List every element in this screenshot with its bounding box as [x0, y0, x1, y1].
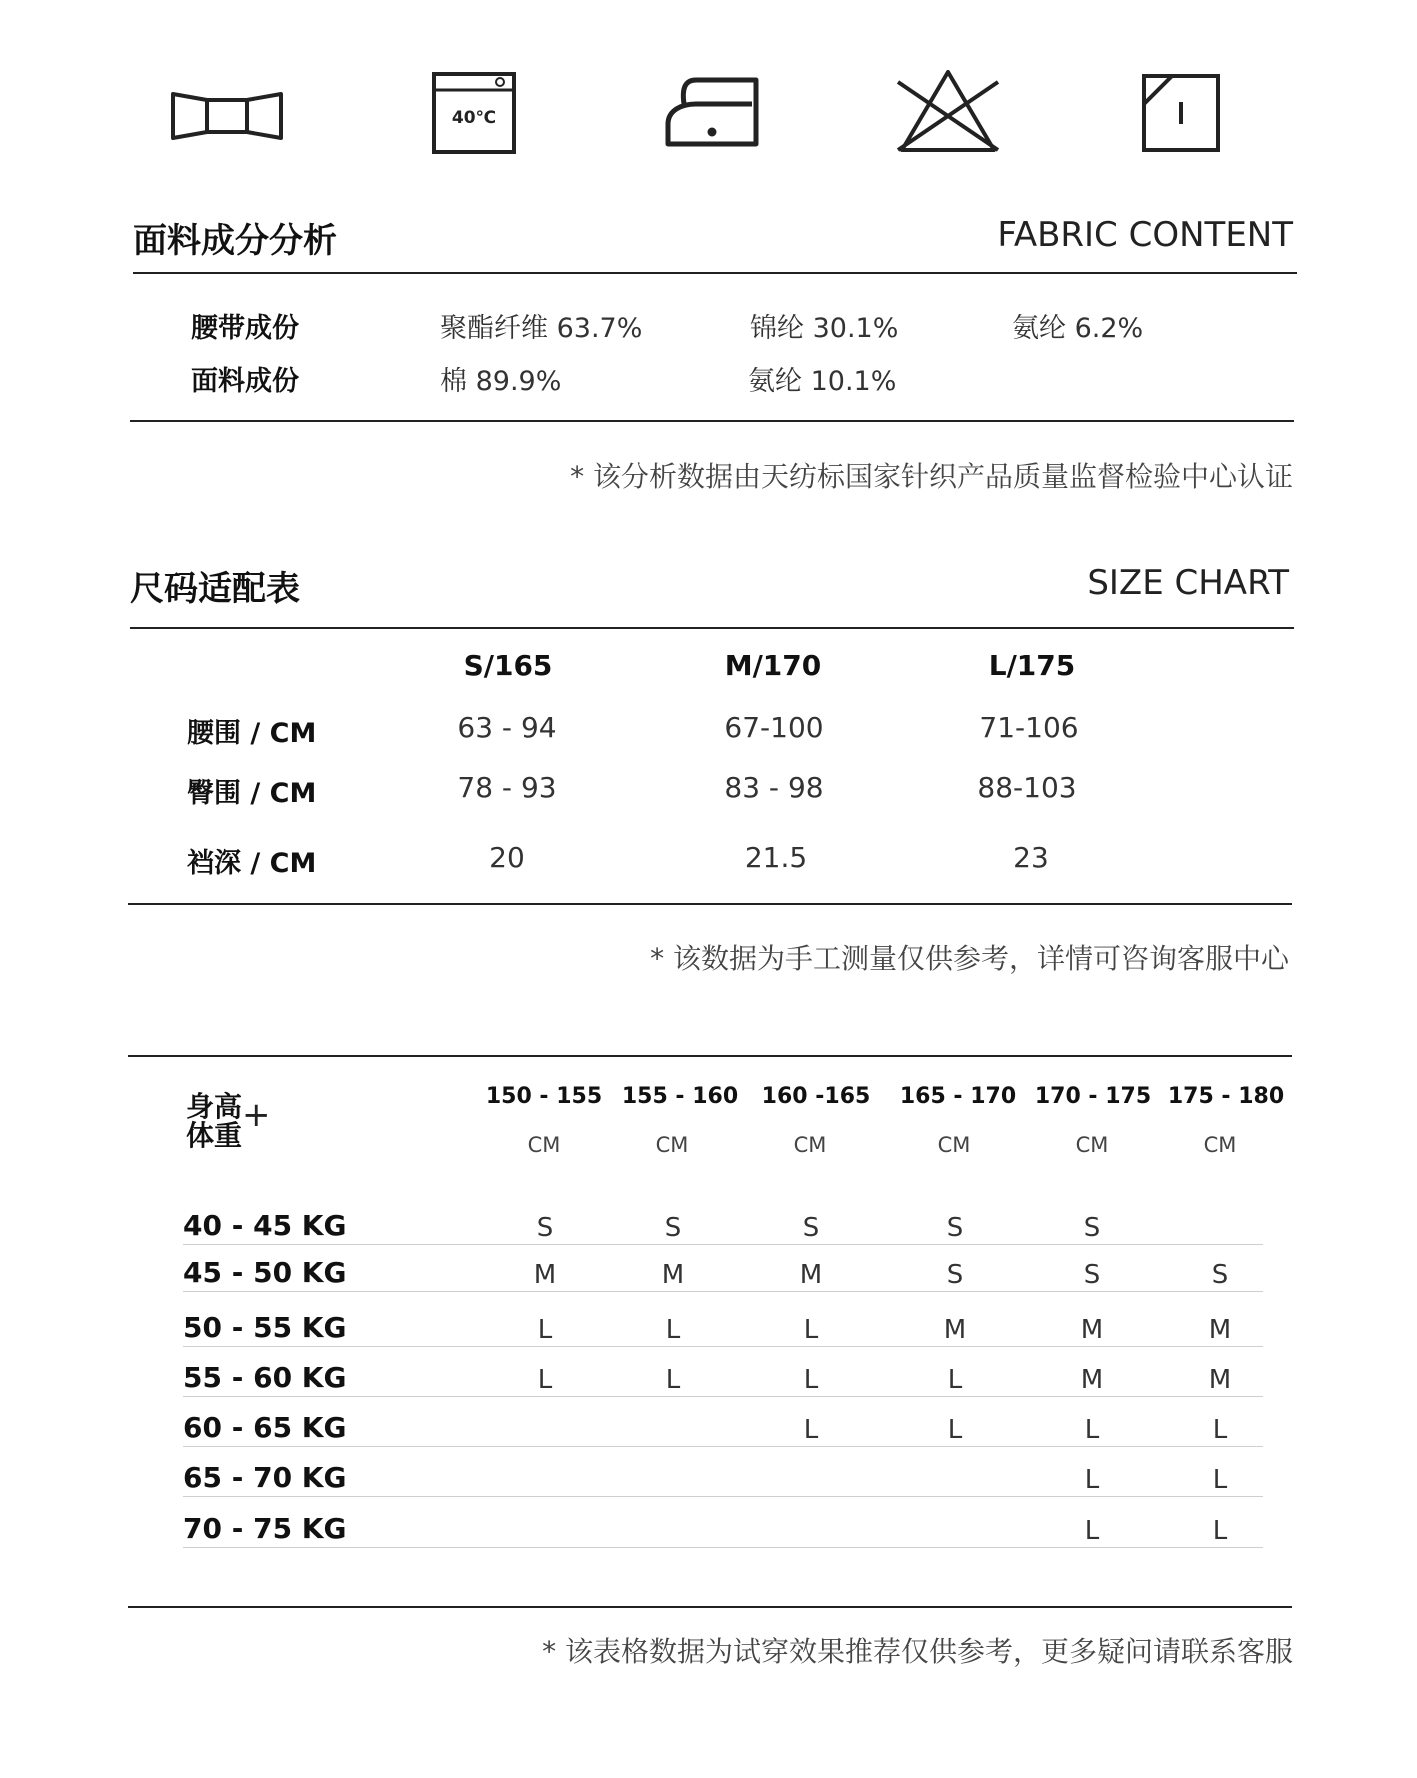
size-recommendation-cell: L: [537, 1315, 553, 1345]
height-header: 155 - 160: [621, 1084, 739, 1109]
fabric-row-label: 面料成份: [191, 366, 299, 397]
size-note: * 该数据为手工测量仅供参考，详情可咨询客服中心: [650, 942, 1289, 975]
recommend-bottom-rule: [128, 1606, 1292, 1608]
do-not-bleach-icon: [894, 68, 1002, 154]
height-unit: CM: [655, 1133, 689, 1157]
row-divider: [183, 1547, 1263, 1548]
fabric-value: 锦纶 30.1%: [750, 313, 899, 344]
size-recommendation-cell: L: [1084, 1415, 1100, 1445]
size-value: 20: [489, 841, 525, 874]
size-value: 88-103: [977, 771, 1077, 804]
size-recommendation-cell: L: [803, 1365, 819, 1395]
size-top-rule: [130, 627, 1294, 629]
size-bottom-rule: [128, 903, 1292, 905]
row-divider: [183, 1446, 1263, 1447]
size-value: 23: [1013, 841, 1049, 874]
height-header: 170 - 175: [1034, 1084, 1152, 1109]
height-header: 150 - 155: [485, 1084, 603, 1109]
fabric-bottom-rule: [130, 420, 1294, 422]
size-recommendation-cell: M: [799, 1260, 823, 1290]
height-header: 160 -165: [761, 1084, 871, 1109]
weight-label: 55 - 60 KG: [183, 1361, 347, 1394]
size-recommendation-cell: L: [803, 1315, 819, 1345]
fabric-value: 聚酯纤维 63.7%: [440, 313, 643, 344]
height-unit: CM: [793, 1133, 827, 1157]
fabric-top-rule: [133, 272, 1297, 274]
row-divider: [183, 1396, 1263, 1397]
fabric-title-en: FABRIC CONTENT: [997, 215, 1293, 255]
recommend-note: * 该表格数据为试穿效果推荐仅供参考，更多疑问请联系客服: [542, 1635, 1293, 1668]
fabric-note: * 该分析数据由天纺标国家针织产品质量监督检验中心认证: [570, 460, 1293, 493]
size-recommendation-cell: M: [943, 1315, 967, 1345]
size-value: 21.5: [744, 841, 808, 874]
row-divider: [183, 1244, 1263, 1245]
row-divider: [183, 1346, 1263, 1347]
size-value: 63 - 94: [457, 711, 557, 744]
line-dry-icon: [1142, 74, 1220, 152]
size-row-label: 裆深 / CM: [187, 848, 317, 879]
size-recommendation-cell: S: [536, 1213, 554, 1243]
size-recommendation-cell: L: [1084, 1516, 1100, 1546]
size-recommendation-cell: L: [1212, 1415, 1228, 1445]
row-divider: [183, 1291, 1263, 1292]
size-recommendation-cell: M: [1208, 1365, 1232, 1395]
size-value: 67-100: [724, 711, 824, 744]
size-recommendation-cell: L: [803, 1415, 819, 1445]
size-recommendation-cell: M: [1208, 1315, 1232, 1345]
size-recommendation-cell: L: [947, 1365, 963, 1395]
height-unit: CM: [1203, 1133, 1237, 1157]
size-recommendation-cell: M: [1080, 1315, 1104, 1345]
fabric-title-cn: 面料成分分析: [133, 221, 337, 261]
size-recommendation-cell: S: [1083, 1260, 1101, 1290]
size-recommendation-cell: L: [947, 1415, 963, 1445]
height-unit: CM: [527, 1133, 561, 1157]
size-value: 78 - 93: [457, 771, 557, 804]
weight-label: 60 - 65 KG: [183, 1411, 347, 1444]
size-recommendation-cell: M: [533, 1260, 557, 1290]
size-recommendation-cell: L: [1212, 1465, 1228, 1495]
size-recommendation-cell: L: [665, 1315, 681, 1345]
iron-low-icon: [664, 76, 762, 148]
size-title-cn: 尺码适配表: [130, 569, 300, 609]
corner-separator: +: [242, 1095, 271, 1135]
fabric-value: 氨纶 6.2%: [1012, 313, 1144, 344]
weight-label: 70 - 75 KG: [183, 1512, 347, 1545]
size-header: L/175: [988, 649, 1076, 682]
size-recommendation-cell: M: [661, 1260, 685, 1290]
size-recommendation-cell: S: [664, 1213, 682, 1243]
size-recommendation-cell: L: [537, 1365, 553, 1395]
height-header: 175 - 180: [1167, 1084, 1285, 1109]
size-recommendation-cell: S: [802, 1213, 820, 1243]
size-recommendation-cell: S: [946, 1260, 964, 1290]
size-recommendation-cell: L: [665, 1365, 681, 1395]
fabric-value: 氨纶 10.1%: [748, 366, 897, 397]
row-divider: [183, 1496, 1263, 1497]
size-recommendation-cell: L: [1084, 1465, 1100, 1495]
wash-temperature: 40℃: [451, 108, 497, 128]
size-title-en: SIZE CHART: [1087, 563, 1289, 603]
weight-label: 45 - 50 KG: [183, 1256, 347, 1289]
height-unit: CM: [1075, 1133, 1109, 1157]
size-recommendation-cell: S: [946, 1213, 964, 1243]
size-value: 71-106: [979, 711, 1079, 744]
size-row-label: 臀围 / CM: [187, 778, 317, 809]
size-recommendation-cell: M: [1080, 1365, 1104, 1395]
flat-dry-icon: [170, 88, 284, 144]
size-recommendation-cell: L: [1212, 1516, 1228, 1546]
corner-weight-label: 体重: [186, 1119, 243, 1152]
machine-wash-icon: [432, 72, 516, 154]
size-recommendation-cell: S: [1211, 1260, 1229, 1290]
height-header: 165 - 170: [899, 1084, 1017, 1109]
fabric-value: 棉 89.9%: [440, 366, 562, 397]
fabric-row-label: 腰带成份: [191, 313, 299, 344]
weight-label: 40 - 45 KG: [183, 1209, 347, 1242]
size-value: 83 - 98: [724, 771, 824, 804]
recommend-top-rule: [128, 1055, 1292, 1057]
corner-height-label: 身高: [186, 1090, 243, 1123]
height-unit: CM: [937, 1133, 971, 1157]
size-row-label: 腰围 / CM: [187, 718, 317, 749]
size-recommendation-cell: S: [1083, 1213, 1101, 1243]
weight-label: 65 - 70 KG: [183, 1461, 347, 1494]
size-header: M/170: [724, 649, 822, 682]
size-header: S/165: [463, 649, 553, 682]
weight-label: 50 - 55 KG: [183, 1311, 347, 1344]
